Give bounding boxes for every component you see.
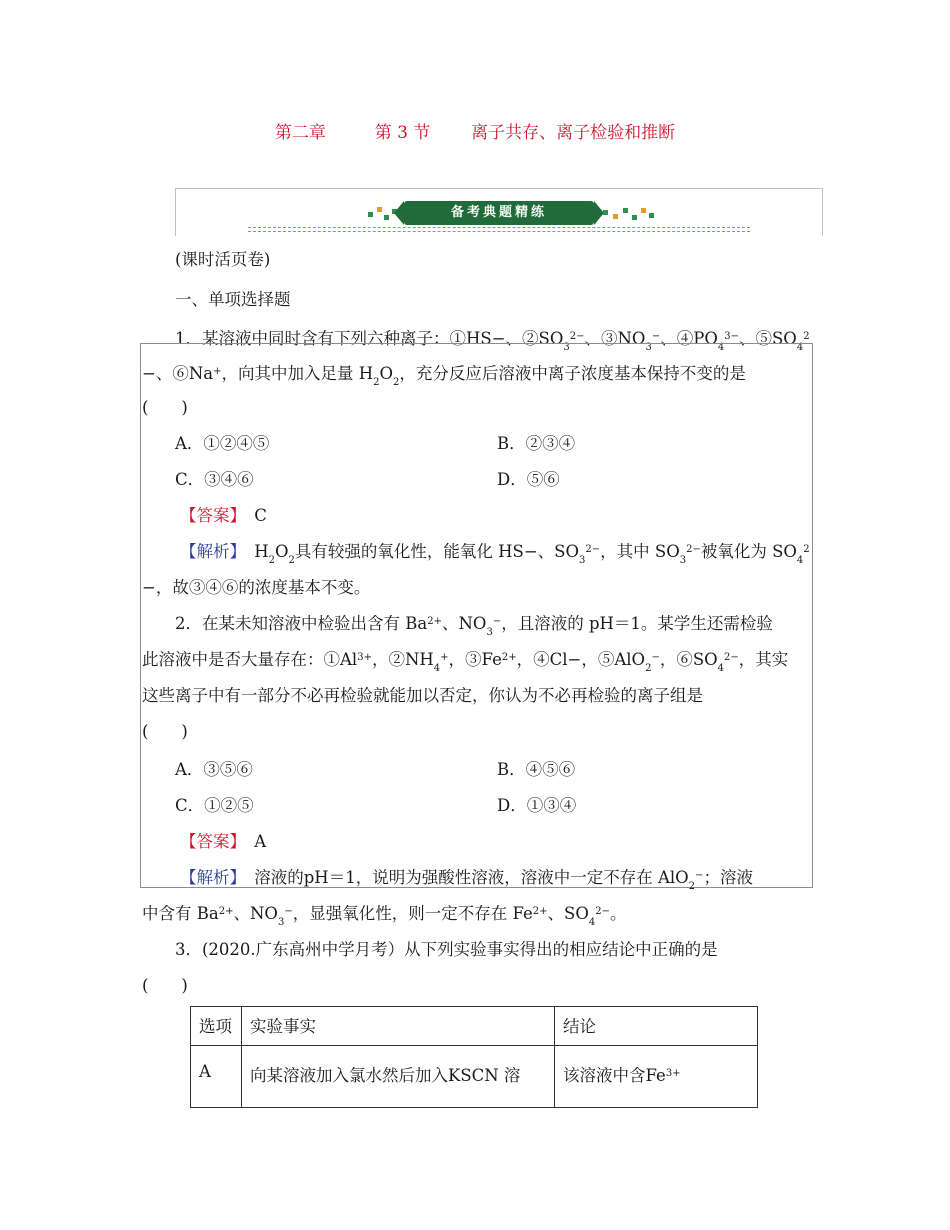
q1-option-b: B．②③④ <box>497 434 576 453</box>
q2-line3: 这些离子中有一部分不必再检验就能加以否定，你认为不必再检验的离子组是 <box>142 686 703 705</box>
q1-explanation-line2: −，故③④⑥的浓度基本不变。 <box>142 578 371 597</box>
q2-option-d: D．①③④ <box>497 796 577 815</box>
q1-line2: −、⑥Na+，向其中加入足量 $H_2O_2$，充分反应后溶液中离子浓度基本保持不变的是 <box>142 364 746 388</box>
chapter-label: 第二章 <box>274 123 326 143</box>
table-cell: A <box>191 1046 242 1108</box>
table-cell: 向某溶液加入氯水然后加入KSCN 溶 <box>242 1046 555 1108</box>
q1-option-c: C．③④⑥ <box>175 470 254 489</box>
q1-option-a: A．①②④⑤ <box>175 434 270 453</box>
q3-paren: ( ) <box>142 976 188 995</box>
section-banner <box>175 188 823 236</box>
subtitle: (课时活页卷) <box>175 250 271 269</box>
topic-label: 离子共存、离子检验和推断 <box>471 123 676 143</box>
q1-explanation-line1: 【解析】 $H_2O_2$具有较强的氧化性，能氧化 HS−、$SO_3^{2-}$，其中 $SO_3^{2-}$被氧化为 $SO_4^2$ <box>180 542 810 566</box>
table-header-row <box>191 1007 758 1046</box>
q3-table <box>190 1006 758 1108</box>
page-title <box>0 118 950 143</box>
q2-explanation-line2: 中含有 $Ba^{2+}$、$NO_3^-$，显强氧化性，则一定不存在 $Fe^{2+}$、$SO_4^{2-}$。 <box>142 904 627 928</box>
table-header-cell: 实验事实 <box>242 1007 555 1046</box>
q2-line1: 2．在某未知溶液中检验出含有 $Ba^{2+}$、$NO_3^-$，且溶液的 pH＝1。某学生还需检验 <box>175 614 773 638</box>
banner-label: 备考典题精练 <box>404 201 594 225</box>
table-row <box>191 1046 758 1108</box>
q2-option-c: C．①②⑤ <box>175 796 254 815</box>
table-header-cell: 结论 <box>555 1007 758 1046</box>
q2-paren: ( ) <box>142 722 188 741</box>
q2-option-a: A．③⑤⑥ <box>175 760 253 779</box>
section-heading: 一、单项选择题 <box>175 290 291 309</box>
table-header-cell: 选项 <box>191 1007 242 1046</box>
q2-line2: 此溶液中是否大量存在：$①Al^{3+}$，$②NH_4^+$，$③Fe^{2+}$，④Cl−，⑤AlO$_2$−，$⑥SO_4^{2-}$，其实 <box>142 650 789 674</box>
q3-line1: 3．(2020.广东高州中学月考）从下列实验事实得出的相应结论中正确的是 <box>175 940 718 959</box>
q1-option-d: D．⑤⑥ <box>497 470 560 489</box>
q1-paren: ( ) <box>142 398 188 417</box>
q1-answer: 【答案】 C <box>180 506 267 525</box>
section-label: 第 3 节 <box>374 123 431 143</box>
q2-option-b: B．④⑤⑥ <box>497 760 576 779</box>
table-cell: 该溶液中含$Fe^{3+}$ <box>555 1046 758 1108</box>
decor-dots-right-icon <box>601 203 661 223</box>
q2-answer: 【答案】 A <box>180 832 267 851</box>
q2-explanation-line1: 【解析】 溶液的pH＝1，说明为强酸性溶液，溶液中一定不存在 AlO$_2$−；溶液 <box>180 868 753 892</box>
q1-line1: 1．某溶液中同时含有下列六种离子：①HS−、$②SO_3^{2-}$、$③NO_3^-$、$④PO_4^{3-}$、$⑤SO_4^2$ <box>175 329 810 353</box>
